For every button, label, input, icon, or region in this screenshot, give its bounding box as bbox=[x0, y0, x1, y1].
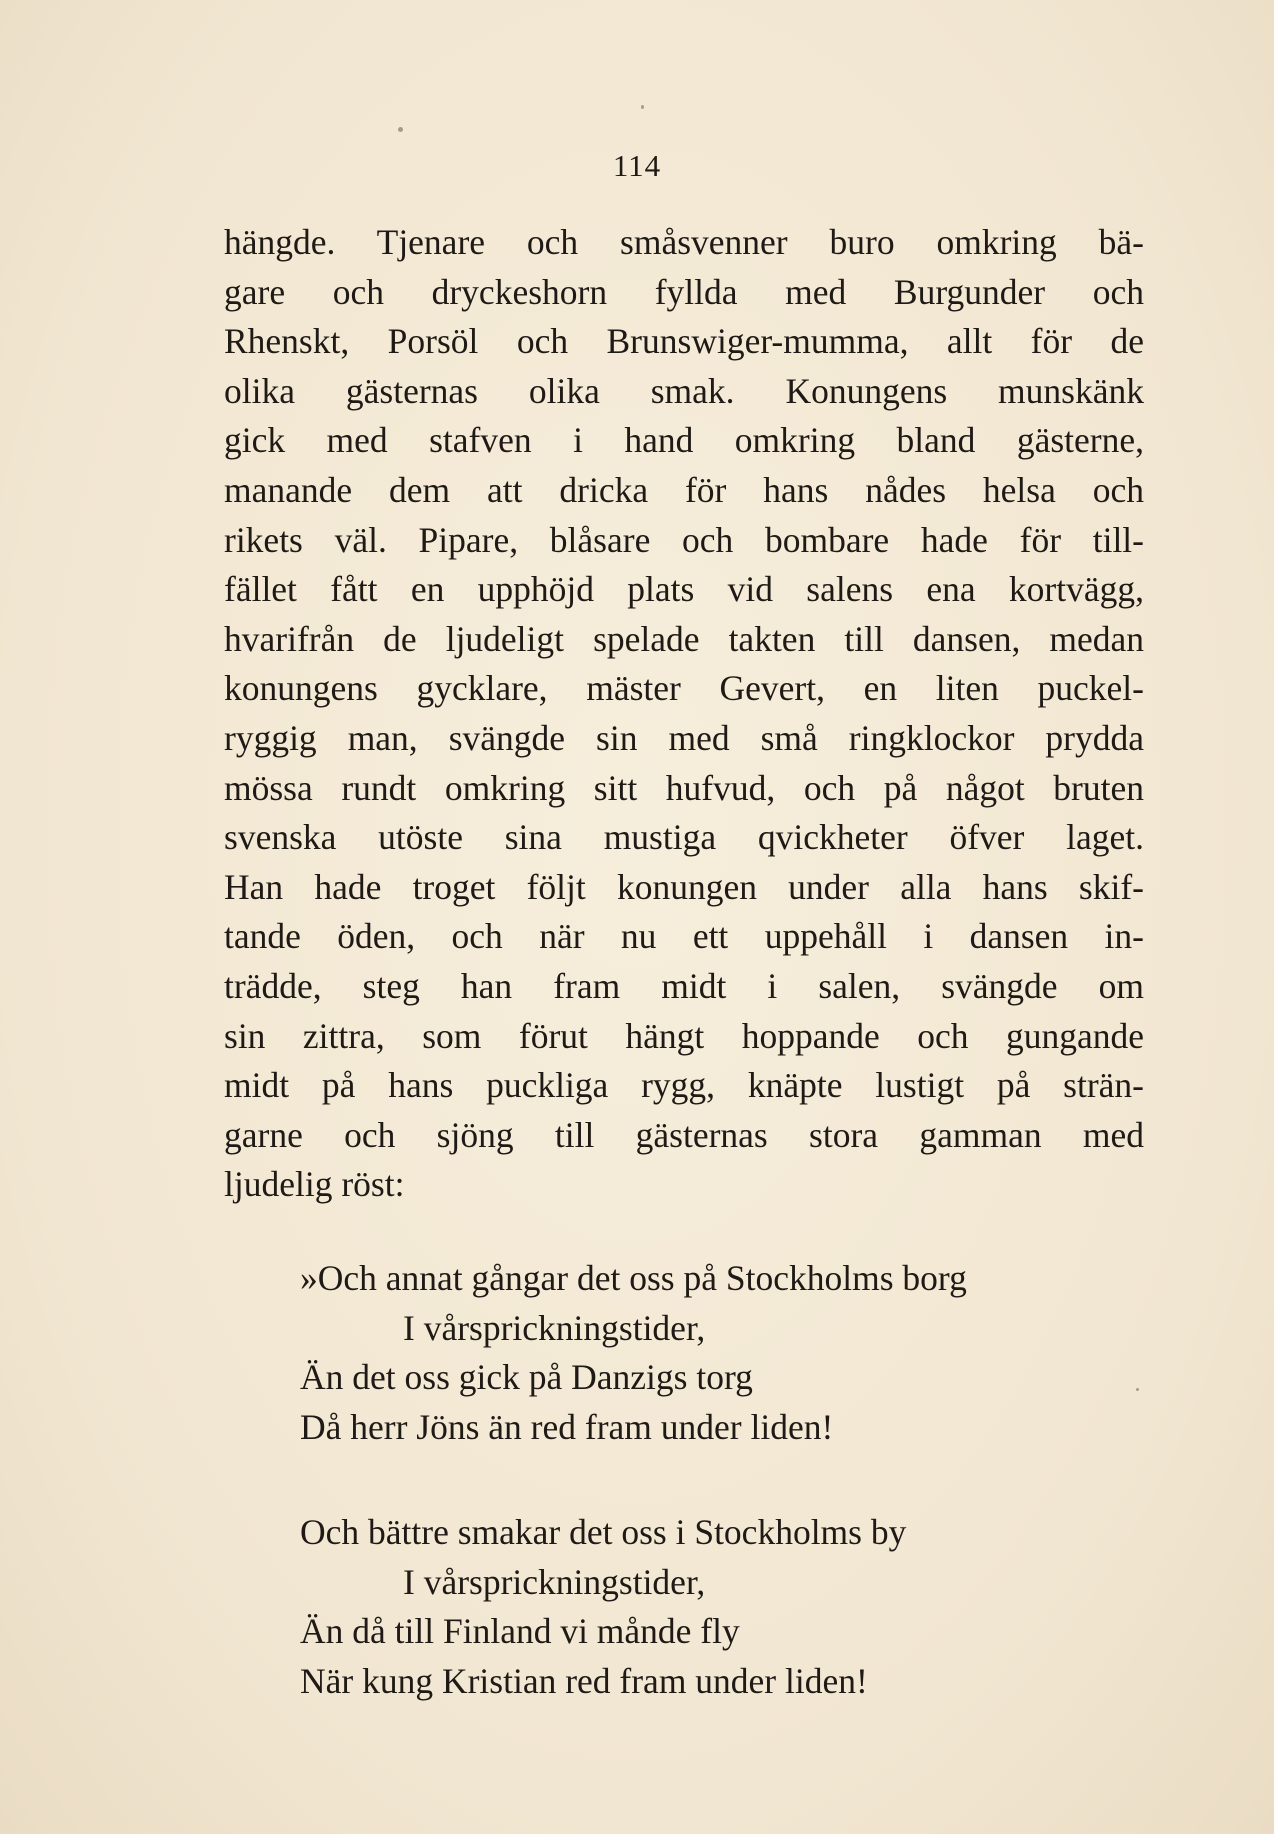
text-line: rikets väl. Pipare, blåsare och bombare hade för till- bbox=[224, 519, 1144, 560]
text-line: Han hade troget följt konungen under alla hans skif- bbox=[224, 866, 1144, 907]
verse-stanza bbox=[300, 1508, 906, 1706]
text-line: hängde. Tjenare och småsvenner buro omkring bä- bbox=[224, 222, 1144, 262]
prose-paragraph bbox=[224, 218, 1144, 1210]
text-line: hvarifrån de ljudeligt spelade takten till dansen, medan bbox=[224, 618, 1144, 659]
text-line: garne och sjöng till gästernas stora gamman med bbox=[224, 1114, 1144, 1155]
text-line: ryggig man, svängde sin med små ringklockor prydda bbox=[224, 717, 1144, 758]
text-line: mössa rundt omkring sitt hufvud, och på något bruten bbox=[224, 767, 1144, 808]
text-line: tande öden, och när nu ett uppehåll i dansen in- bbox=[224, 916, 1144, 957]
text-line: ljudelig röst: bbox=[224, 1164, 405, 1205]
verse-stanza bbox=[300, 1254, 967, 1452]
text-line: gick med stafven i hand omkring bland gästerne, bbox=[224, 420, 1144, 461]
ink-speck bbox=[1136, 1388, 1139, 1391]
verse-line: »Och annat gångar det oss på Stockholms borg bbox=[300, 1258, 967, 1298]
text-line: midt på hans puckliga rygg, knäpte lustigt på strän- bbox=[224, 1065, 1144, 1106]
text-line: fället fått en upphöjd plats vid salens ena kortvägg, bbox=[224, 569, 1144, 610]
verse-line: I vårsprickningstider, bbox=[403, 1307, 706, 1348]
verse-line: När kung Kristian red fram under liden! bbox=[300, 1660, 868, 1701]
verse-line: Och bättre smakar det oss i Stockholms by bbox=[300, 1512, 907, 1552]
text-line: gare och dryckeshorn fyllda med Burgunder och bbox=[224, 271, 1144, 312]
page-number: 114 bbox=[612, 148, 662, 183]
verse-line: Än det oss gick på Danzigs torg bbox=[300, 1357, 753, 1398]
text-line: olika gästernas olika smak. Konungens munskänk bbox=[224, 370, 1144, 411]
ink-speck bbox=[398, 127, 403, 132]
verse-line: I vårsprickningstider, bbox=[403, 1561, 706, 1602]
text-line: trädde, steg han fram midt i salen, svängde om bbox=[224, 965, 1144, 1006]
verse-line: Än då till Finland vi månde fly bbox=[300, 1611, 740, 1652]
text-line: konungens gycklare, mäster Gevert, en liten puckel- bbox=[224, 668, 1144, 709]
text-line: svenska utöste sina mustiga qvickheter öfver laget. bbox=[224, 817, 1144, 858]
text-line: manande dem att dricka för hans nådes helsa och bbox=[224, 469, 1144, 510]
text-line: Rhenskt, Porsöl och Brunswiger-mumma, allt för de bbox=[224, 321, 1144, 362]
text-line: sin zittra, som förut hängt hoppande och gungande bbox=[224, 1015, 1144, 1056]
ink-speck bbox=[641, 105, 644, 109]
verse-line: Då herr Jöns än red fram under liden! bbox=[300, 1406, 834, 1447]
